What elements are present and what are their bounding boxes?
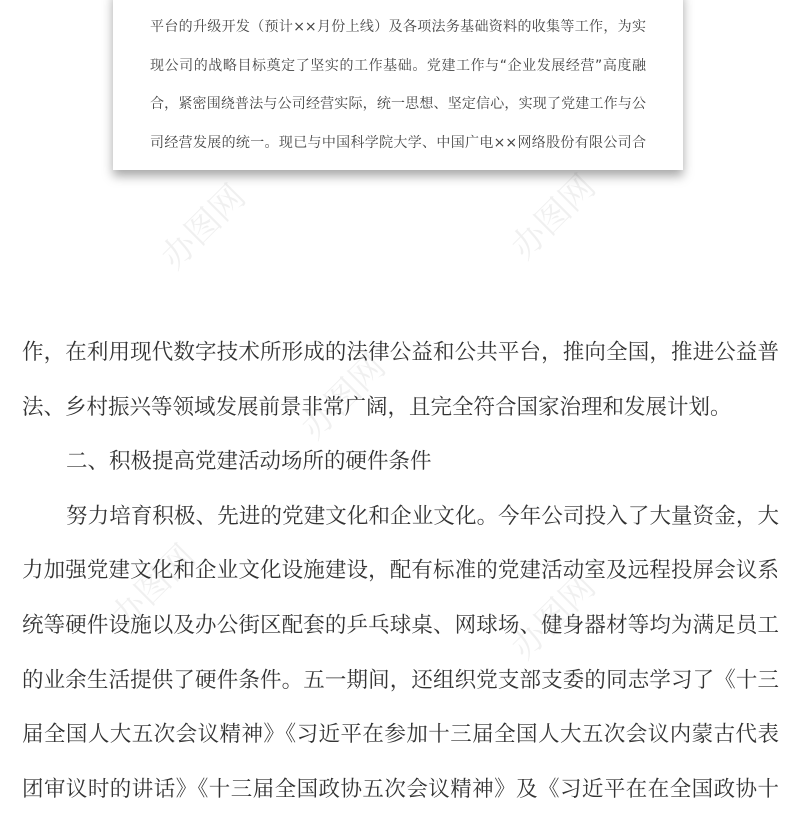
card-line: 现公司的战略目标奠定了坚实的工作基础。党建工作与“企业发展经营”高度融 (150, 57, 646, 74)
body-line: 作，在利用现代数字技术所形成的法律公益和公共平台，推向全国，推进公益普 (22, 340, 779, 365)
body-line: 届全国人大五次会议精神》《习近平在参加十三届全国人大五次会议内蒙古代表 (22, 722, 779, 748)
section-heading: 二、积极提高党建活动场所的硬件条件 (66, 449, 432, 475)
body-line: 团审议时的讲话》《十三届全国政协五次会议精神》及《习近平在在全国政协十 (22, 776, 779, 802)
card-line: 平台的升级开发（预计××月份上线）及各项法务基础资料的收集等工作，为实 (150, 19, 646, 35)
document-body (22, 328, 779, 819)
body-line: 统等硬件设施以及办公街区配套的乒乓球桌、网球场、健身器材等均为满足员工 (22, 612, 779, 638)
watermark: 办图网 (153, 176, 254, 278)
body-line: 的业余生活提供了硬件条件。五一期间，还组织党支部支委的同志学习了《十三 (22, 667, 779, 693)
card-text (150, 12, 646, 166)
watermark: 办图网 (503, 566, 604, 668)
body-line: 努力培育积极、先进的党建文化和企业文化。今年公司投入了大量资金，大 (66, 503, 779, 529)
watermark: 办图网 (103, 536, 204, 638)
body-line: 力加强党建文化和企业文化设施建设，配有标准的党建活动室及远程投屏会议系 (22, 558, 779, 584)
watermark: 办图网 (293, 346, 394, 448)
body-line: 法、乡村振兴等领域发展前景非常广阔，且完全符合国家治理和发展计划。 (22, 394, 732, 420)
card-line: 合，紧密围绕普法与公司经营实际，统一思想、坚定信心，实现了党建工作与公 (150, 96, 646, 112)
watermark: 办图网 (503, 166, 604, 268)
card-line: 司经营发展的统一。现已与中国科学院大学、中国广电××网络股份有限公司合 (150, 134, 646, 151)
